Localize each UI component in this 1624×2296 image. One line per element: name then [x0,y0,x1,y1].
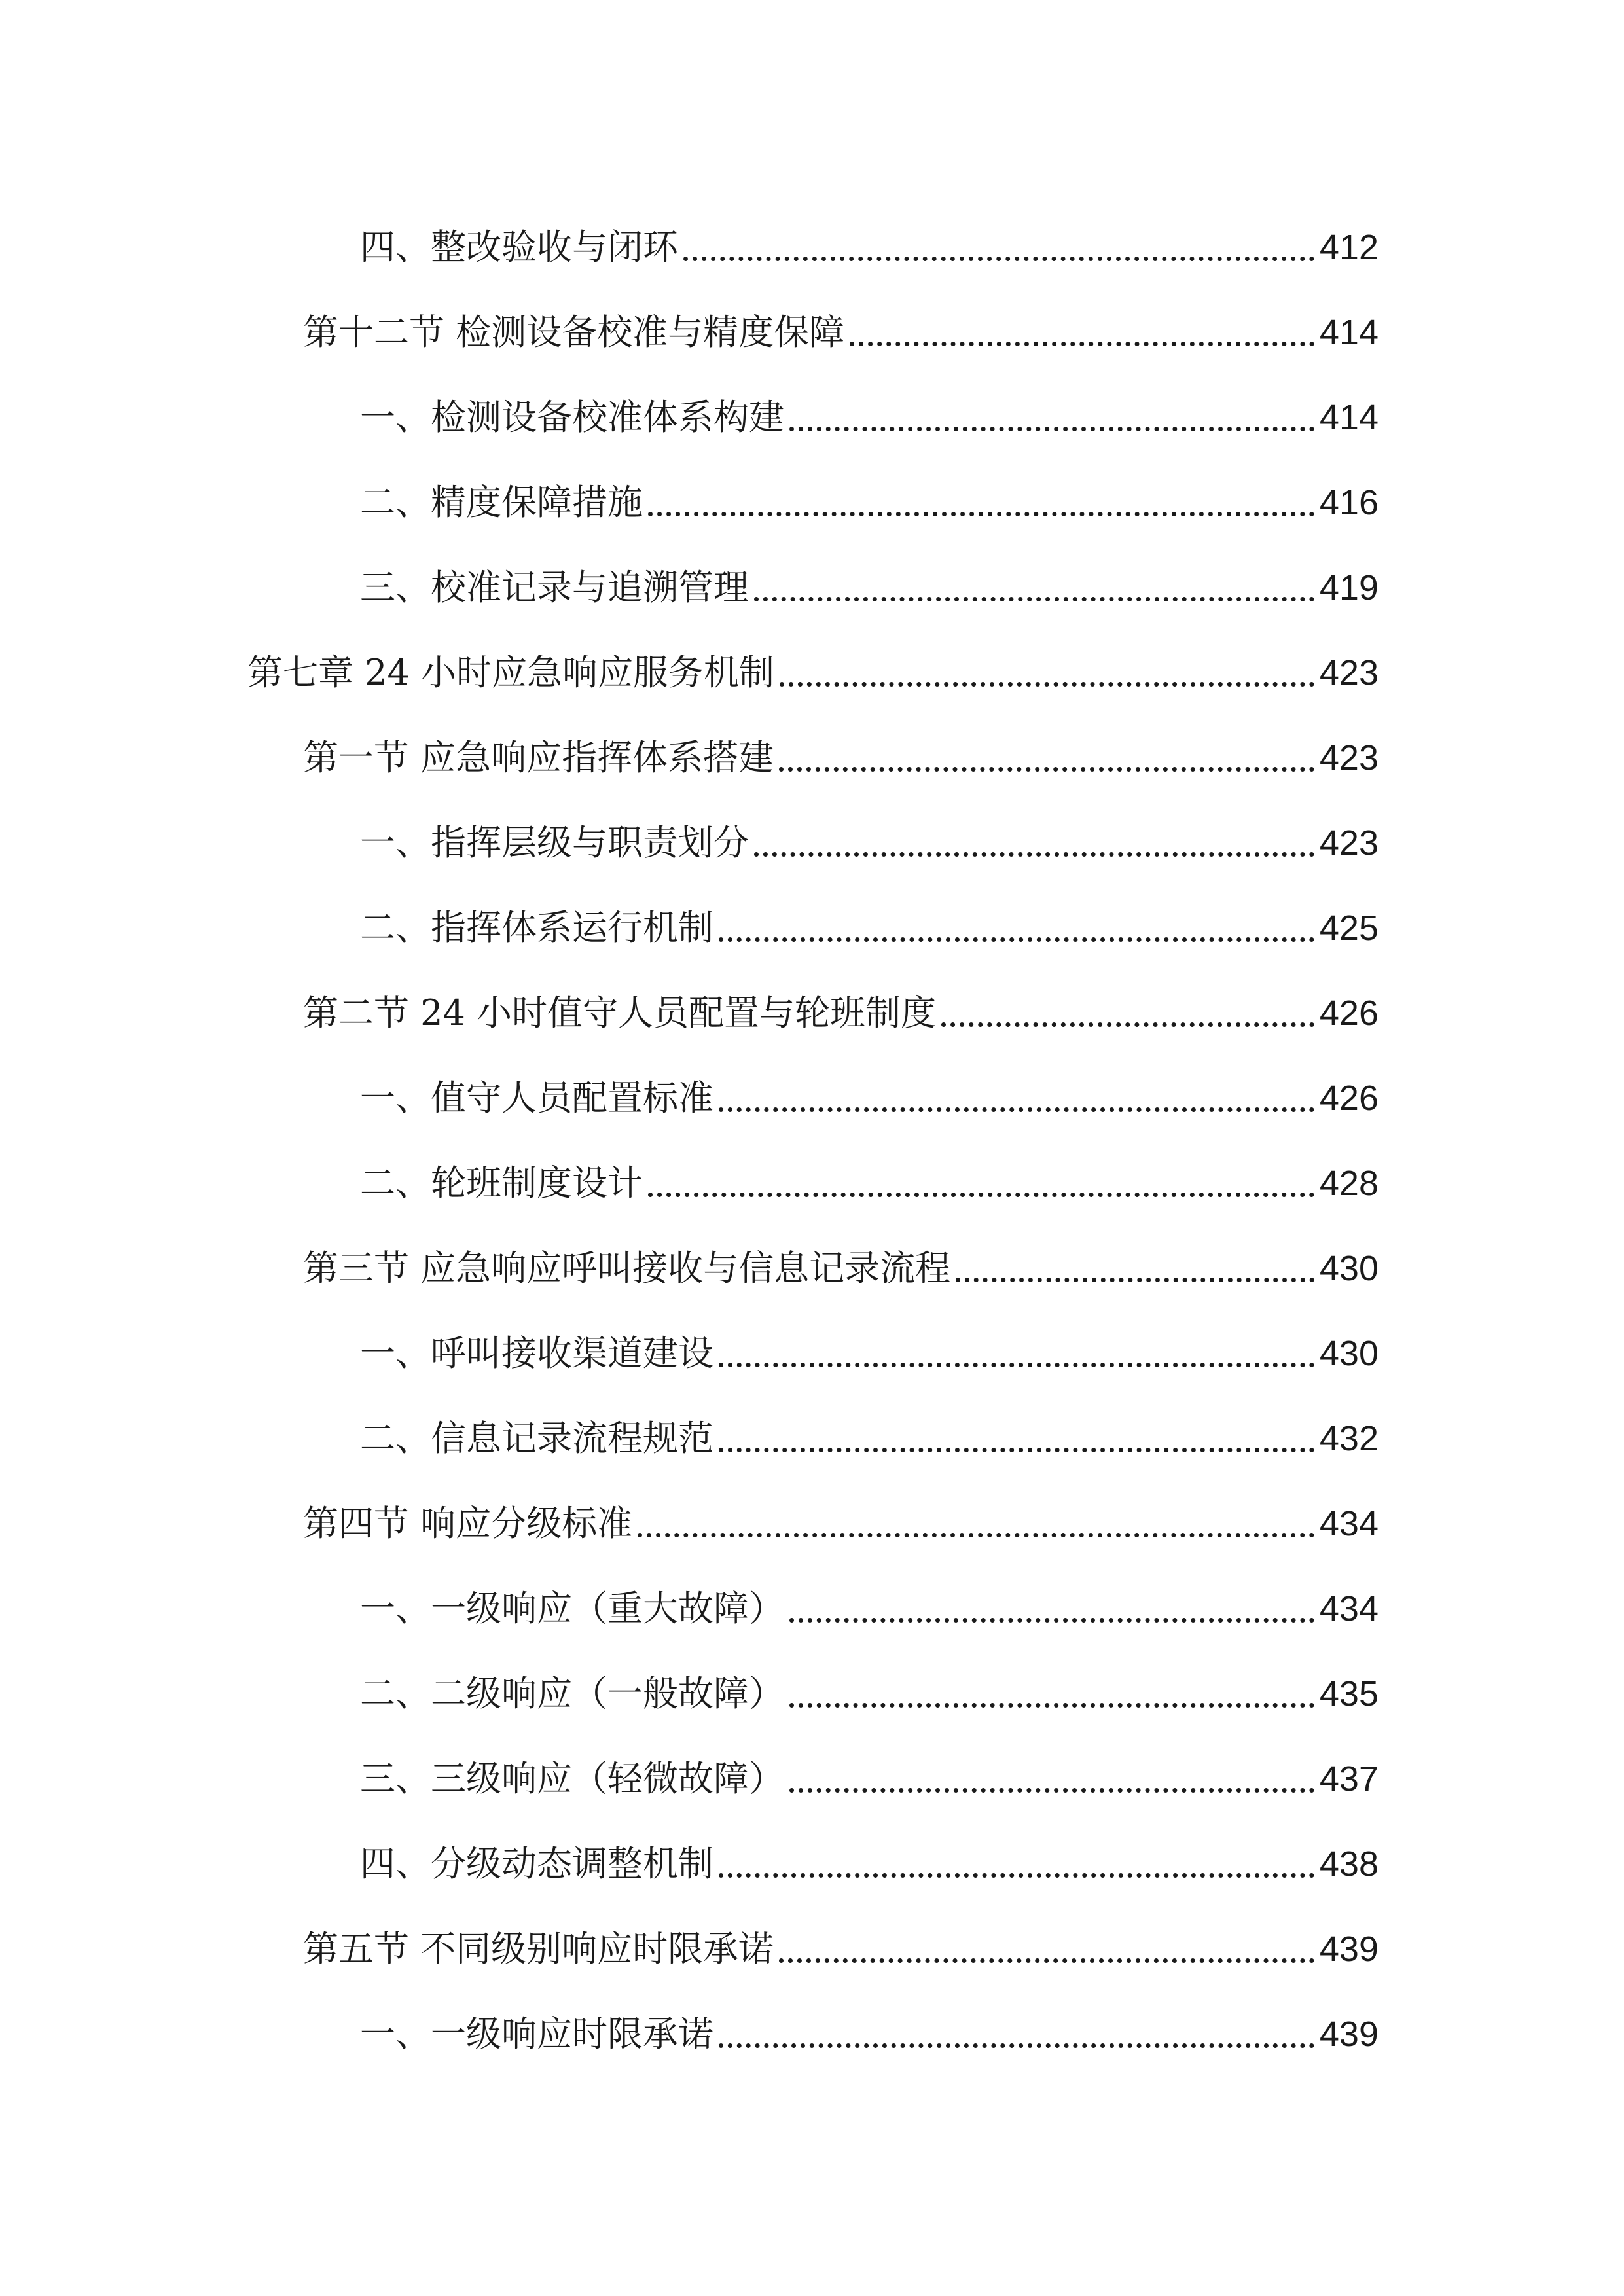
toc-entry[interactable] [303,978,1379,1031]
toc-leader-dots [719,1363,1314,1367]
toc-leader-dots [789,1618,1314,1623]
toc-entry[interactable] [360,1064,1379,1119]
toc-leader-dots [789,1788,1314,1793]
toc-entry[interactable] [360,2000,1379,2052]
toc-entry-page: 426 [1319,994,1379,1033]
toc-entry-page: 416 [1319,483,1379,522]
toc-entry[interactable] [360,1404,1379,1459]
toc-leader-dots [719,1873,1314,1878]
toc-entry-page: 412 [1319,228,1379,267]
toc-entry-label: 二、指挥体系运行机制 [360,907,713,948]
toc-entry[interactable] [360,1744,1379,1797]
toc-entry[interactable] [360,213,1379,268]
toc-entry-page: 438 [1319,1844,1379,1884]
toc-entry-page: 439 [1319,2015,1379,2054]
toc-entry[interactable] [360,1829,1379,1882]
toc-leader-dots [719,1448,1314,1452]
toc-leader-dots [941,1022,1314,1027]
toc-entry[interactable] [303,723,1379,776]
toc-entry-page: 432 [1319,1419,1379,1458]
toc-entry-page: 423 [1319,653,1379,692]
toc-entry[interactable] [360,468,1379,523]
toc-entry-label: 二、信息记录流程规范 [360,1418,713,1459]
toc-entry-label: 三、三级响应（轻微故障） [360,1758,784,1799]
toc-entry-label: 第四节 响应分级标准 [303,1503,633,1544]
toc-entry[interactable] [360,893,1379,946]
toc-leader-dots [850,342,1314,346]
toc-entry-page: 419 [1319,568,1379,607]
toc-entry[interactable] [303,298,1379,353]
toc-entry-page: 426 [1319,1079,1379,1118]
toc-leader-dots [754,597,1314,601]
toc-entry-page: 437 [1319,1759,1379,1799]
toc-leader-dots [719,1107,1314,1112]
toc-leader-dots [956,1278,1314,1282]
toc-leader-dots [648,512,1314,516]
toc-entry-label: 一、一级响应（重大故障） [360,1588,784,1629]
toc-entry-label: 第一节 应急响应指挥体系搭建 [303,737,774,778]
toc-entry-label: 二、轮班制度设计 [360,1162,643,1204]
toc-entry-label: 一、呼叫接收渠道建设 [360,1333,713,1374]
toc-entry-page: 423 [1319,738,1379,778]
toc-entry[interactable] [303,1489,1379,1544]
toc-entry-label: 二、二级响应（一般故障） [360,1673,784,1714]
toc-leader-dots [780,682,1314,687]
toc-entry-label: 一、值守人员配置标准 [360,1077,713,1119]
toc-entry-label: 一、检测设备校准体系构建 [360,397,784,438]
toc-entry-label: 三、校准记录与追溯管理 [360,567,749,608]
toc-leader-dots [779,767,1314,772]
toc-entry[interactable] [360,1319,1379,1374]
toc-entry-label: 第十二节 检测设备校准与精度保障 [303,312,845,353]
toc-entry[interactable] [360,1659,1379,1712]
toc-entry[interactable] [303,1914,1379,1967]
toc-entry-page: 414 [1319,398,1379,437]
toc-entry[interactable] [247,638,1379,691]
toc-entry-page: 425 [1319,908,1379,948]
toc-entry-page: 430 [1319,1249,1379,1288]
toc-leader-dots [754,852,1314,857]
toc-leader-dots [683,257,1314,261]
toc-entry[interactable] [360,383,1379,438]
toc-leader-dots [638,1533,1314,1537]
toc-entry-page: 435 [1319,1674,1379,1713]
toc-entry-page: 428 [1319,1164,1379,1203]
toc-entry-page: 430 [1319,1334,1379,1373]
toc-entry[interactable] [360,808,1379,861]
toc-leader-dots [779,1958,1314,1963]
toc-entry[interactable] [360,1149,1379,1204]
toc-entry-label: 第二节 24 小时值守人员配置与轮班制度 [303,992,937,1033]
toc-entry-page: 423 [1319,823,1379,863]
toc-entry[interactable] [360,1574,1379,1629]
toc-entry[interactable] [360,553,1379,608]
toc-leader-dots [789,1703,1314,1708]
toc-entry-label: 第五节 不同级别响应时限承诺 [303,1928,774,1969]
toc-leader-dots [789,427,1314,431]
toc-entry-label: 第七章 24 小时应急响应服务机制 [247,652,775,693]
toc-entry-label: 四、分级动态调整机制 [360,1843,713,1884]
toc-leader-dots [719,2043,1314,2048]
toc-entry-page: 414 [1319,313,1379,352]
toc-entry-label: 一、一级响应时限承诺 [360,2013,713,2054]
toc-entry-label: 一、指挥层级与职责划分 [360,822,749,863]
toc-entry-page: 434 [1319,1504,1379,1543]
toc-entry[interactable] [303,1234,1379,1289]
toc-leader-dots [719,937,1314,942]
toc-entry-label: 四、整改验收与闭环 [360,226,678,268]
toc-entry-page: 434 [1319,1589,1379,1628]
toc-entry-label: 第三节 应急响应呼叫接收与信息记录流程 [303,1247,951,1289]
toc-leader-dots [648,1193,1314,1197]
toc-entry-page: 439 [1319,1929,1379,1969]
toc-entry-label: 二、精度保障措施 [360,482,643,523]
